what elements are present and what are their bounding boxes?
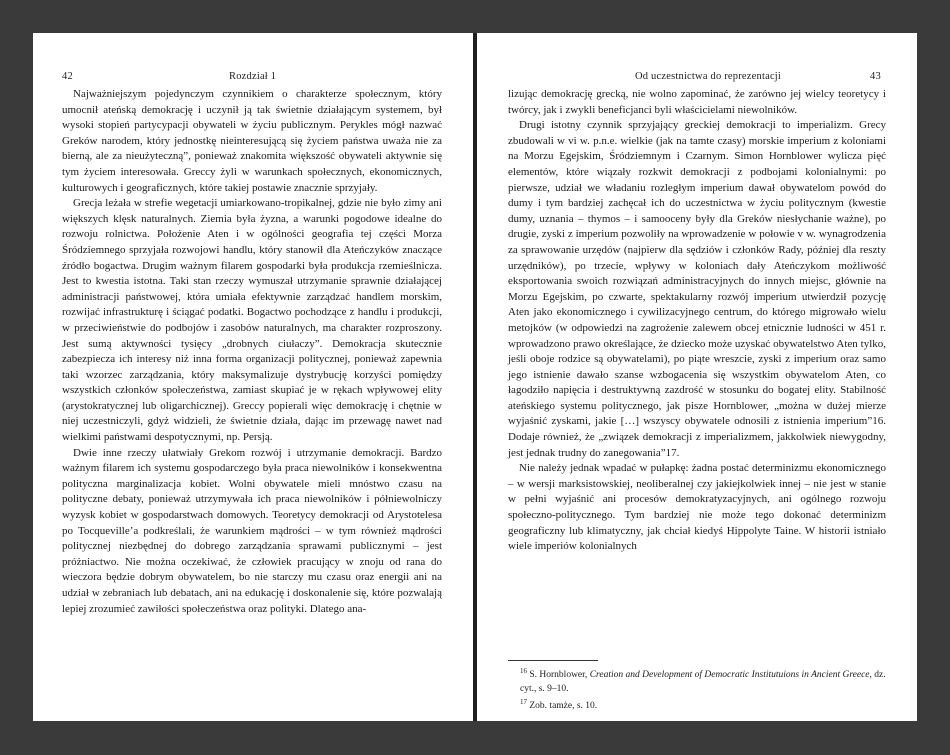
footnote-number: 17 bbox=[520, 698, 527, 707]
left-page bbox=[33, 33, 473, 721]
footnote-title: Creation and Development of Democratic Institutuions in Ancient Greece bbox=[589, 670, 870, 681]
running-head-left: Rozdział 1 bbox=[229, 71, 277, 82]
footnote-rule bbox=[508, 660, 598, 661]
paragraph: Drugi istotny czynnik sprzyjający greckiej demokracji to imperializm. Grecy zbudowali w vi w. p.n.e. wielkie (jak na tamte czasy) morskie imperium z koloniami na Morzu Egejskim, Śródziemnym i Czarnym. Simon Hornblower wylicza pięć elementów, które wiązały rozkwit demokracji z podbojami kolonialnymi: po pierwsze, udział we władaniu rozległym imperium dawał obywatelom powód do dumy i tym bardziej zachęcał ich do uczestnictwa w życiu politycznym (kwestie dumy, uznania – thymos – i samooceny były dla Greków niesłychanie ważne), po drugie, zyski z imperium pozwoliły na wprowadzenie w połowie v w. wynagrodzenia za sprawowanie urzędów (najpierw dla sędziów i członków Rady, później dla reszty urzędników), po trzecie, wpływy w koloniach dały Ateńczykom możliwość eksportowania swoich rozwiązań administracyjnych do innych miejsc, głównie na Morzu Egejskim, po czwarte, spektakularny rozwój imperium utwierdził pozycję Aten jako ekonomicznego i cywilizacyjnego centrum, do którego migrowało wielu metojków (w odpowiedzi na zagrożenie zalewem obcej etnicznie ludności w 451 r. wprowadzono prawo określające, że dziecko może uzyskać obywatelstwo Aten tylko, jeśli oboje rodzice są obywatelami), po piąte wreszcie, zyski z imperium oraz samo jego istnienie dawało szanse wzbogacenia się wszystkim obywatelom Aten, co łagodziło napięcia i destruktywną zazdrość w stosunku do bogatej elity. Stabilność ateńskiego systemu politycznego, jak pisze Hornblower, „można w dużej mierze wyjaśnić zyskami, jakie […] wszyscy obywatele odnosili z istnienia imperium”16. Dodaje również, że „związek demokracji z imperializmem, jakkolwiek niewygodny, jest jednak trudny do zanegowania”17. bbox=[508, 119, 886, 459]
paragraph: Najważniejszym pojedynczym czynnikiem o charakterze społecznym, który umocnił ateńską demokrację i uczynił ją tak świetnie działającym systemem, był wysoki stopień partycypacji obywateli w życiu publicznym. Perykles mógł nazwać Greków narodem, który jednostkę nieinteresującą się życiem państwa uważa nie za bierną, ale za nieużyteczną”, ponieważ znakomita większość obywateli aktywnie się tym życiem interesowała. Greccy żyli w warunkach społecznych, ekonomicznych, kulturowych i geograficznych, które takiej postawie znacznie sprzyjały. bbox=[62, 88, 442, 194]
paragraph: lizując demokrację grecką, nie wolno zapominać, że zarówno jej wielcy teoretycy i twórcy, jak i zwykli beneficjanci byli właścicielami niewolników. bbox=[508, 88, 886, 116]
footnote-number: 16 bbox=[520, 667, 527, 675]
page-number-right: 43 bbox=[870, 71, 881, 82]
running-head-right: Od uczestnictwa do reprezentacji bbox=[635, 71, 782, 82]
right-page bbox=[477, 33, 917, 721]
right-page-text bbox=[508, 87, 886, 555]
footnote-16 bbox=[508, 665, 886, 696]
paragraph: Dwie inne rzeczy ułatwiały Grekom rozwój i utrzymanie demokracji. Bardzo ważnym filarem ich systemu gospodarczego była praca niewolników i konsekwentna polityczna marginalizacja kobiet. Wolni obywatele mieli mnóstwo czasu na polityczne debaty, ponieważ utrzymywała ich praca niewolników i półniewolniczy wyzysk kobiet w gospodarstwach domowych. Teoretycy demokracji od Arystotelesa po Tocqueville’a podkreślali, że warunkiem mądrości – w tym również mądrości politycznej niezbędnej do dobrego zarządzania sprawami publicznymi – jest próżniactwo. Nie można oczekiwać, że człowiek pracujący w znoju od rana do wieczora będzie dobrym obywatelem, bo nie starczy mu czasu oraz energii ani na udział w zebraniach lub debatach, ani na edukację i doskonalenie się, które pozwalają lepiej zrozumieć zawiłości społeczeństwa oraz polityki. Dlatego ana- bbox=[62, 446, 442, 615]
footnote-author: S. Hornblower, bbox=[529, 670, 588, 681]
footnote-text: Zob. tamże, s. 10. bbox=[529, 701, 598, 712]
footnote-17 bbox=[508, 696, 886, 714]
left-page-text bbox=[62, 87, 442, 617]
footnotes bbox=[508, 665, 886, 714]
paragraph: Nie należy jednak wpadać w pułapkę: żadna postać determinizmu ekonomicznego – w wersji marksistowskiej, neoliberalnej czy jakiejkolwiek innej – nie jest w stanie w pełni wyjaśnić ani procesów demokratyzacyjnych, ani ogólnego rozwoju społeczno-politycznego. Tym bardziej nie może tego dokonać determinizm geograficzny lub klimatyczny, jak chciał kiedyś Hippolyte Taine. W historii istniało wiele imperiów kolonialnych bbox=[508, 462, 886, 553]
footnote-rest: , dz. cyt., s. 9–10. bbox=[520, 670, 886, 694]
page-number-left: 42 bbox=[62, 71, 73, 82]
paragraph: Grecja leżała w strefie wegetacji umiarkowano-tropikalnej, gdzie nie było zimy ani większych klęsk naturalnych. Ziemia była żyzna, a warunki pogodowe idealne do rozwoju rolnictwa. Położenie Aten i w ogólności geografia tej części Morza Śródziemnego sprzyjała rozwojowi handlu, który stanowił dla Ateńczyków znaczące źródło bogactwa. Drugim ważnym filarem gospodarki była produkcja rzemieślnicza. Jest to kwestia istotna. Taki stan rzeczy wymuszał utrzymanie sprawnie działającej administracji państwowej, która umiała efektywnie zarządzać handlem morskim, rozwijać infrastrukturę i ściągać podatki. Bogactwo pochodzące z handlu i produkcji, w przeciwieństwie do podbojów i zasobów naturalnych, ma charakter rozproszony. Jest sumą aktywności tysięcy „drobnych ciułaczy”. Demokracja skutecznie zabezpiecza ich interesy niż inna forma organizacji politycznej, ponieważ zapewnia taki wzorzec zarządzania, który maksymalizuje dystrybucję korzyści pomiędzy wszystkich członków społeczeństwa, zamiast skupiać je w rękach wpływowej elity (arystokratycznej lub oligarchicznej). Greccy popierali więc demokrację i chętnie w niej uczestniczyli, gdyż widzieli, że świetnie działa, dając im przewagę nawet nad wielkimi państwami despotycznymi, np. Persją. bbox=[62, 197, 442, 444]
